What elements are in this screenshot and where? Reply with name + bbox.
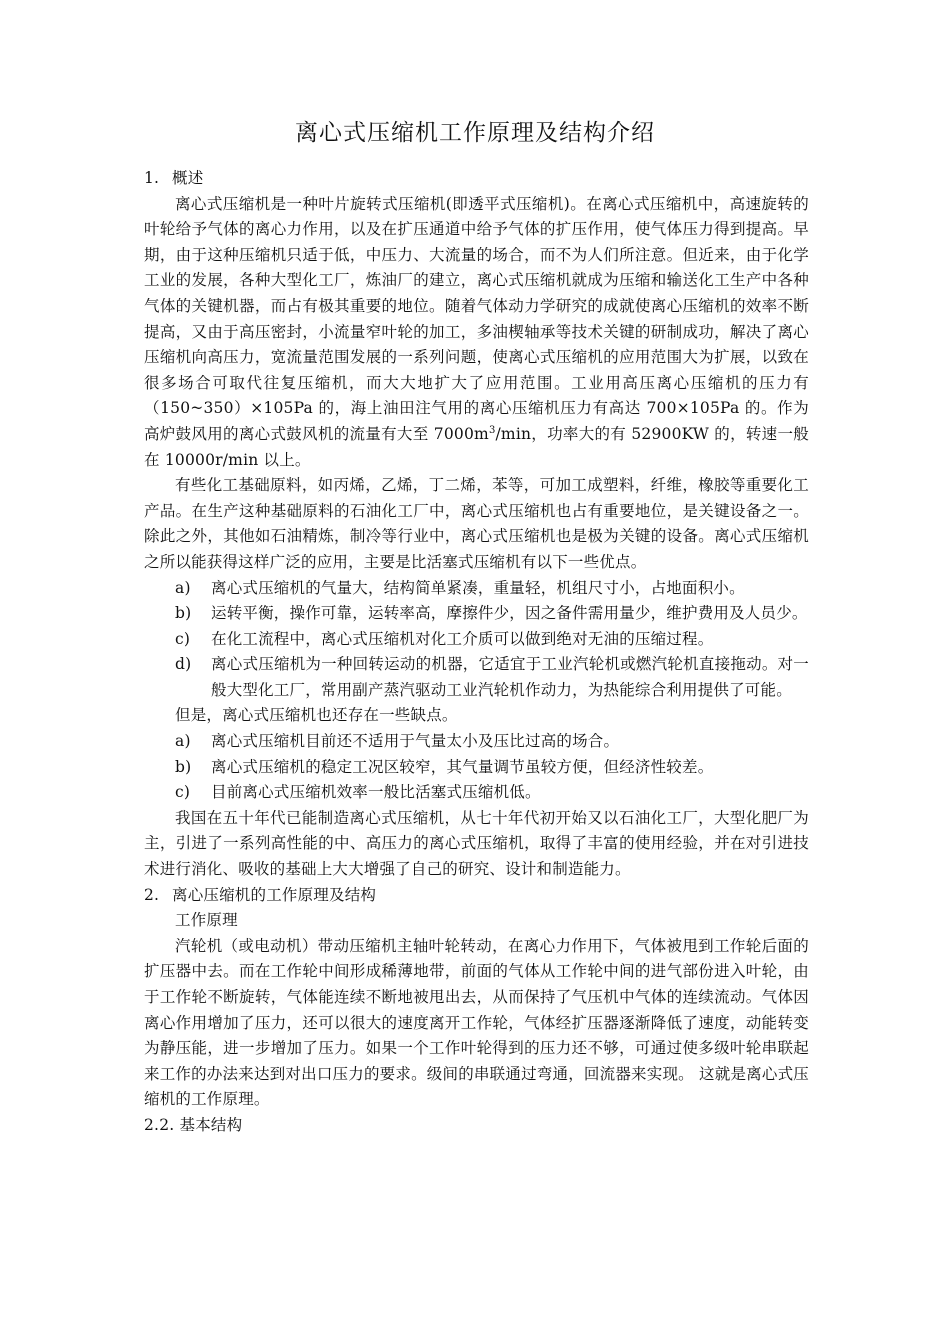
paragraph-text: /min，功率大的有 52900KW 的，转速一般在 10000r/min 以上。 <box>144 424 809 469</box>
list-item-text: 运转平衡，操作可靠，运转率高，摩擦件少，因之备件需用量少，维护费用及人员少。 <box>211 604 808 623</box>
paragraph-text: 离心式压缩机是一种叶片旋转式压缩机(即透平式压缩机)。在离心式压缩机中，高速旋转的叶轮给予气体的离心力作用，以及在扩压通道中给予气体的扩压作用，使气体压力得到提高。早期，由于这种压缩机只适于低，中压力、大流量的场合，而不为人们所注意。但近来，由于化学工业的发展，各种大型化工厂，炼油厂的建立，离心式压缩机就成为压缩和输送化工生产中各种气体的关键机器，而占有极其重要的地位。随着气体动力学研究的成就使离心压缩机的效率不断提高，又由于高压密封，小流量窄叶轮的加工，多油楔轴承等技术关键的研制成功，解决了离心压缩机向高压力，宽流量范围发展的一系列问题，使离心式压缩机的应用范围大为扩展，以致在很多场合可取代往复压缩机，而大大地扩大了应用范围。工业用高压离心压缩机的压力有（150~350）×105Pa 的，海上油田注气用的离心压缩机压力有高达 700×105Pa 的。作为高炉鼓风用的离心式鼓风机的流量有大至 7000m <box>144 194 809 443</box>
list-item-text: 离心式压缩机为一种回转运动的机器，它适宜于工业汽轮机或燃汽轮机直接拖动。对一般大型化工厂，常用副产蒸汽驱动工业汽轮机作动力，为热能综合利用提供了可能。 <box>211 655 809 699</box>
list-marker: a) <box>175 732 191 751</box>
list-item <box>175 627 809 653</box>
list-item <box>175 755 809 781</box>
section-title: 概述 <box>172 169 204 187</box>
section-number: 1. <box>144 169 160 187</box>
section-title: 离心压缩机的工作原理及结构 <box>172 885 377 904</box>
section-2-heading <box>144 883 809 909</box>
list-item <box>175 601 809 627</box>
list-marker: b) <box>175 757 192 776</box>
list-item <box>175 780 809 806</box>
list-item-text: 目前离心式压缩机效率一般比活塞式压缩机低。 <box>211 783 541 802</box>
list-item-text: 离心式压缩机目前还不适用于气量太小及压比过高的场合。 <box>211 732 620 751</box>
disadvantages-list <box>144 729 809 806</box>
superscript: 3 <box>488 424 496 436</box>
paragraph-applications: 有些化工基础原料，如丙烯，乙烯，丁二烯，苯等，可加工成塑料，纤维，橡胶等重要化工产品。在生产这种基础原料的石油化工厂中，离心式压缩机也占有重要地位，是关键设备之一。除此之外，其他如石油精炼，制冷等行业中，离心式压缩机也是极为关键的设备。离心式压缩机之所以能获得这样广泛的应用，主要是比活塞式压缩机有以下一些优点。 <box>144 476 809 571</box>
paragraph-disadvantages-intro: 但是，离心式压缩机也还存在一些缺点。 <box>175 706 458 725</box>
document-body <box>144 166 809 1139</box>
list-item <box>175 729 809 755</box>
paragraph-overview <box>144 192 809 474</box>
section-1-heading <box>144 166 809 192</box>
list-item <box>175 576 809 602</box>
list-marker: c) <box>175 783 191 802</box>
list-marker: d) <box>175 655 192 674</box>
paragraph-china-history: 我国在五十年代已能制造离心式压缩机，从七十年代初开始又以石油化工厂，大型化肥厂为主，引进了一系列高性能的中、高压力的离心式压缩机，取得了丰富的使用经验，并在对引进技术进行消化、吸收的基础上大大增强了自己的研究、设计和制造能力。 <box>144 808 809 879</box>
list-marker: a) <box>175 578 191 597</box>
list-item-text: 离心式压缩机的气量大，结构简单紧凑，重量轻，机组尺寸小，占地面积小。 <box>211 578 745 597</box>
advantages-list <box>144 576 809 704</box>
document-title: 离心式压缩机工作原理及结构介绍 <box>295 120 655 146</box>
list-item-text: 离心式压缩机的稳定工况区较窄，其气量调节虽较方便，但经济性较差。 <box>211 757 714 776</box>
paragraph-working-principle: 汽轮机（或电动机）带动压缩机主轴叶轮转动，在离心力作用下，气体被甩到工作轮后面的扩压器中去。而在工作轮中间形成稀薄地带，前面的气体从工作轮中间的进气部份进入叶轮，由于工作轮不断旋转，气体能连续不断地被甩出去，从而保持了气压机中气体的连续流动。气体因离心作用增加了压力，还可以很大的速度离开工作轮，气体经扩压器逐渐降低了速度，动能转变为静压能，进一步增加了压力。如果一个工作叶轮得到的压力还不够，可通过使多级叶轮串联起来工作的办法来达到对出口压力的要求。级间的串联通过弯通，回流器来实现。 这就是离心式压缩机的工作原理。 <box>144 936 809 1109</box>
list-marker: c) <box>175 629 191 648</box>
section-number: 2. <box>144 885 160 904</box>
section-2-2-heading: 2.2. 基本结构 <box>144 1115 243 1134</box>
list-item-text: 在化工流程中，离心式压缩机对化工介质可以做到绝对无油的压缩过程。 <box>211 629 714 648</box>
list-marker: b) <box>175 604 192 623</box>
list-item <box>175 652 809 703</box>
subsection-heading: 工作原理 <box>175 911 238 930</box>
